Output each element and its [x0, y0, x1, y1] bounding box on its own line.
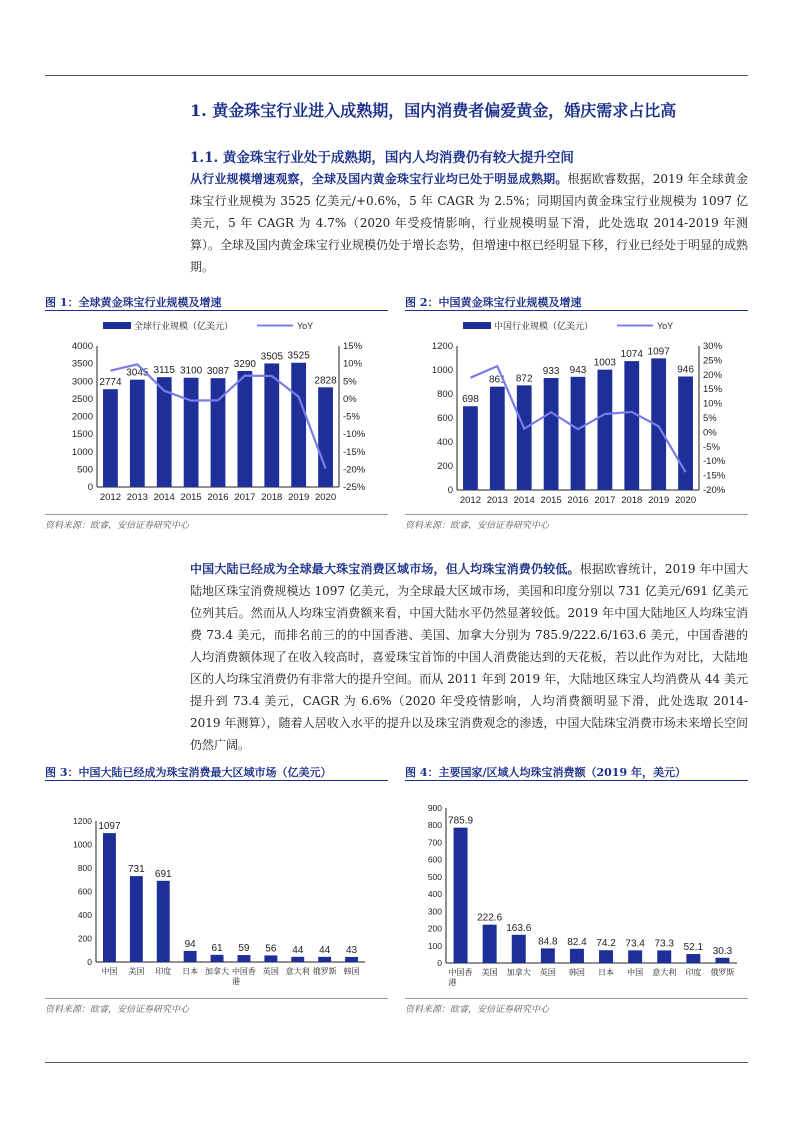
bar-value-label: 2828	[314, 375, 337, 387]
bar-value-label: 872	[515, 373, 533, 385]
bar-value-label: 3045	[126, 367, 149, 379]
y-tick-label: 300	[427, 906, 442, 917]
x-tick-label: 2018	[621, 495, 643, 506]
bar	[211, 955, 224, 962]
section-heading: 1. 黄金珠宝行业进入成熟期，国内消费者偏爱黄金，婚庆需求占比高	[190, 101, 677, 120]
bar-value-label: 933	[542, 366, 560, 378]
bar	[483, 925, 497, 963]
y2-tick-label: -5%	[343, 411, 360, 423]
y-tick-label: 1000	[431, 365, 453, 376]
bar-value-label: 82.4	[567, 936, 587, 948]
x-tick-label: 加拿大	[205, 967, 230, 976]
x-tick-label: 2014	[153, 492, 175, 503]
bar-value-label: 1097	[98, 821, 121, 833]
x-tick-label: 2016	[207, 492, 229, 503]
y-tick-label: 1000	[73, 839, 92, 850]
bar	[544, 378, 559, 490]
bar	[130, 380, 145, 487]
paragraph-2	[190, 558, 748, 756]
y2-tick-label: 0%	[703, 427, 717, 439]
x-tick-label: 2019	[648, 495, 670, 506]
bar-value-label: 3505	[260, 351, 283, 363]
x-tick-label: 2015	[180, 492, 202, 503]
bar-value-label: 3525	[287, 350, 310, 362]
y-tick-label: 2500	[71, 393, 93, 405]
y-tick-label: 3000	[71, 376, 93, 388]
bar	[237, 371, 252, 487]
bar-value-label: 56	[265, 943, 277, 955]
fig3-chart	[45, 784, 388, 996]
x-tick-label: 中国	[101, 967, 118, 976]
bar-value-label: 44	[292, 944, 304, 956]
y-tick-label: 400	[77, 910, 92, 920]
bar	[103, 833, 116, 962]
legend-line-label: YoY	[297, 321, 314, 331]
bar	[512, 935, 526, 963]
fig2-title-rule	[405, 310, 748, 311]
bar	[454, 828, 468, 963]
bar-value-label: 2774	[99, 377, 122, 389]
y2-tick-label: 25%	[703, 355, 723, 367]
bar-value-label: 1074	[620, 349, 643, 361]
paragraph-1-lead: 从行业规模增速观察，全球及国内黄金珠宝行业均已处于明显成熟期。	[190, 172, 568, 186]
bar-value-label: 3087	[206, 366, 230, 378]
bar	[541, 948, 555, 963]
fig1-bottom-rule	[45, 514, 388, 515]
x-tick-label: 意大利	[652, 968, 677, 977]
x-tick-label: 2020	[674, 495, 697, 506]
bar	[490, 387, 505, 490]
x-tick-label: 2014	[513, 495, 535, 506]
bar	[628, 950, 642, 963]
bar	[237, 955, 250, 962]
bar	[715, 958, 729, 963]
y-tick-label: 200	[77, 933, 92, 944]
y-tick-label: 700	[427, 837, 442, 848]
x-tick-label: 2013	[126, 492, 148, 503]
x-tick-label: 日本	[598, 968, 615, 977]
fig3-title: 图 3：中国大陆已经成为珠宝消费最大区域市场（亿美元）	[45, 766, 332, 779]
y2-tick-label: -10%	[703, 456, 726, 468]
y2-tick-label: 20%	[703, 369, 723, 381]
y2-tick-label: -15%	[703, 470, 726, 482]
bar-value-label: 3100	[179, 365, 203, 377]
y-tick-label: 800	[427, 820, 442, 831]
y2-tick-label: -25%	[343, 482, 366, 493]
bar	[264, 955, 277, 962]
legend-bar-label: 全球行业规模（亿美元）	[134, 321, 234, 331]
x-tick-label: 美国	[128, 967, 145, 976]
bar	[686, 954, 700, 963]
bar	[157, 881, 170, 962]
fig3-source: 资料来源：欧睿，安信证券研究中心	[45, 1005, 190, 1015]
y-tick-label: 1200	[73, 816, 92, 826]
bar-value-label: 84.8	[538, 936, 558, 948]
y2-tick-label: 5%	[343, 376, 357, 388]
x-tick-label-wrap: 港	[448, 978, 457, 987]
bar	[318, 957, 331, 962]
x-tick-label: 俄罗斯	[312, 967, 337, 976]
y2-tick-label: 15%	[703, 384, 723, 396]
y-tick-label: 1000	[71, 446, 93, 458]
bar	[103, 389, 118, 487]
bar	[570, 949, 584, 963]
bar-value-label: 73.4	[625, 938, 645, 950]
x-tick-label: 英国	[262, 967, 279, 976]
y2-tick-label: -20%	[343, 464, 366, 476]
x-tick-label: 俄罗斯	[710, 968, 735, 977]
y-tick-label: 500	[77, 464, 93, 476]
fig1-title-rule	[45, 310, 388, 311]
y2-tick-label: -5%	[703, 441, 720, 453]
y2-tick-label: -10%	[343, 429, 366, 441]
y-tick-label: 1500	[71, 429, 93, 441]
y-tick-label: 800	[437, 389, 453, 400]
bar-value-label: 59	[238, 943, 250, 955]
bar	[345, 957, 358, 962]
x-tick-label: 2015	[540, 495, 562, 506]
y-tick-label: 200	[437, 461, 453, 472]
y-tick-label: 100	[427, 940, 442, 951]
paragraph-2-body: 根据欧睿统计，2019 年中国大陆地区珠宝消费规模达 1097 亿美元，为全球最大区域市场，美国和印度分别以 731 亿美元/691 亿美元位列其后。然而从人均珠宝消费额来看，中国大陆水平仍然显著较低。2019 年中国大陆地区人均珠宝消费 73.4 美元，而排名前三的的中国香港、美国、加拿大分别为 785.9/222.6/163.6 美元，中国香港的人均消费额体现了在收入较高时，喜爱珠宝首饰的中国人消费能达到的天花板，若以此作为对比，大陆地区的人均珠宝消费仍有非常大的提升空间。而从 2011 年到 2019 年，大陆地区珠宝人均消费从 44 美元提升到 73.4 美元，CAGR 为 6.6%（2020 年受疫情影响，人均消费额明显下滑，此处选取 2014-2019 年测算），随着人居收入水平的提升以及珠宝消费观念的渗透，中国大陆珠宝消费市场未来增长空间仍然广阔。	[190, 562, 748, 752]
legend-bar-label: 中国行业规模（亿美元）	[494, 321, 594, 331]
paragraph-1	[190, 168, 748, 278]
top-rule	[45, 75, 748, 76]
bar	[599, 950, 613, 963]
fig4-title-rule	[405, 780, 748, 781]
x-tick-label: 美国	[481, 968, 498, 977]
x-tick-label: 2017	[594, 495, 616, 506]
x-tick-label: 中国	[627, 968, 644, 977]
y-tick-label: 0	[437, 958, 442, 968]
fig4-title: 图 4：主要国家/区域人均珠宝消费额（2019 年，美元）	[405, 766, 686, 779]
fig1-title: 图 1：全球黄金珠宝行业规模及增速	[45, 296, 222, 309]
y2-tick-label: 0%	[343, 393, 357, 405]
y2-tick-label: -15%	[343, 446, 366, 458]
y-tick-label: 200	[427, 923, 442, 934]
paragraph-1-body: 根据欧睿数据，2019 年全球黄金珠宝行业规模为 3525 亿美元/+0.6%，5 年 CAGR 为 2.5%；同期国内黄金珠宝行业规模为 1097 亿美元，5 年 CAGR 为 4.7%（2020 年受疫情影响，行业规模明显下滑，此处选取 2014-2019 年测算）。全球及国内黄金珠宝行业规模仍处于增长态势，但增速中枢已经明显下移，行业已经处于明显的成熟期。	[190, 172, 749, 274]
bar	[184, 951, 197, 962]
bar-value-label: 3290	[233, 359, 257, 371]
x-tick-label: 印度	[155, 967, 172, 976]
y-tick-label: 800	[77, 863, 92, 873]
y-tick-label: 500	[427, 871, 442, 882]
bar-value-label: 61	[211, 942, 223, 954]
x-tick-label: 英国	[539, 968, 556, 977]
bar-value-label: 222.6	[477, 912, 503, 924]
fig3-bottom-rule	[45, 998, 388, 999]
y-tick-label: 0	[87, 482, 93, 493]
bar	[657, 950, 671, 963]
y-tick-label: 0	[447, 485, 453, 496]
bar-value-label: 163.6	[506, 922, 532, 934]
y-tick-label: 0	[87, 957, 92, 967]
bar-value-label: 73.3	[654, 938, 674, 950]
y2-tick-label: 30%	[703, 341, 723, 352]
bar	[291, 363, 306, 487]
fig3-title-rule	[45, 780, 388, 781]
bar	[291, 957, 304, 962]
bar-value-label: 52.1	[683, 942, 704, 954]
bar	[264, 363, 279, 487]
y-tick-label: 400	[437, 437, 453, 448]
y2-tick-label: 10%	[703, 398, 723, 410]
y2-tick-label: 15%	[343, 341, 363, 352]
x-tick-label: 2018	[261, 492, 283, 503]
y-tick-label: 600	[437, 413, 453, 424]
bar-value-label: 30.3	[712, 945, 733, 957]
fig1-source: 资料来源：欧睿，安信证券研究中心	[45, 521, 190, 531]
x-tick-label: 2019	[288, 492, 310, 503]
y-tick-label: 4000	[71, 341, 93, 352]
x-tick-label: 印度	[685, 968, 702, 977]
y-tick-label: 2000	[71, 411, 93, 423]
bar-value-label: 1003	[593, 357, 617, 369]
fig4-source: 资料来源：欧睿，安信证券研究中心	[405, 1005, 550, 1015]
bar	[184, 378, 199, 487]
bar-value-label: 946	[677, 364, 694, 376]
bar-value-label: 691	[154, 868, 172, 880]
x-tick-label: 2012	[459, 495, 482, 506]
bar	[624, 361, 639, 490]
bar	[571, 377, 586, 490]
x-tick-label: 意大利	[285, 967, 310, 976]
x-tick-label: 韩国	[343, 967, 360, 976]
bar-value-label: 44	[319, 944, 331, 956]
y-tick-label: 900	[427, 803, 442, 813]
paragraph-2-lead: 中国大陆已经成为全球最大珠宝消费区域市场，但人均珠宝消费仍较低。	[190, 562, 580, 576]
fig4-chart	[405, 784, 748, 996]
bar-value-label: 3115	[153, 365, 175, 377]
y-tick-label: 600	[77, 886, 92, 897]
bar	[318, 387, 333, 487]
fig4-bottom-rule	[405, 998, 748, 999]
fig2-chart	[405, 314, 748, 514]
x-tick-label-wrap: 港	[231, 977, 240, 986]
x-tick-label: 加拿大	[506, 968, 531, 977]
bar-value-label: 1097	[647, 346, 670, 358]
bar	[463, 406, 478, 490]
bottom-rule	[45, 1062, 748, 1063]
y2-tick-label: -20%	[703, 485, 726, 496]
y-tick-label: 600	[427, 854, 442, 865]
x-tick-label: 2017	[234, 492, 256, 503]
x-tick-label: 2020	[314, 492, 337, 503]
bar	[130, 876, 143, 962]
y-tick-label: 3500	[71, 358, 93, 370]
y2-tick-label: 5%	[703, 413, 717, 424]
bar-value-label: 731	[128, 864, 145, 876]
legend-bar-swatch	[463, 322, 491, 329]
bar-value-label: 785.9	[448, 815, 474, 827]
y2-tick-label: 10%	[343, 358, 363, 370]
fig2-source: 资料来源：欧睿，安信证券研究中心	[405, 521, 550, 531]
bar-value-label: 861	[488, 374, 506, 386]
fig1-chart	[45, 314, 388, 514]
y-tick-label: 400	[427, 889, 442, 900]
bar-value-label: 943	[569, 364, 587, 376]
x-tick-label: 2012	[99, 492, 122, 503]
bar	[678, 376, 693, 490]
x-tick-label: 韩国	[568, 968, 585, 977]
x-tick-label: 中国香	[448, 968, 473, 977]
bar	[597, 370, 612, 490]
legend-line-label: YoY	[657, 321, 674, 331]
x-tick-label: 2016	[567, 495, 589, 506]
bar-value-label: 698	[462, 394, 479, 406]
x-tick-label: 2013	[486, 495, 508, 506]
bar-value-label: 43	[345, 944, 358, 956]
x-tick-label: 日本	[182, 967, 199, 976]
y-tick-label: 1200	[431, 341, 453, 352]
bar	[517, 385, 532, 490]
subsection-heading: 1.1. 黄金珠宝行业处于成熟期，国内人均消费仍有较大提升空间	[190, 150, 574, 166]
fig2-title: 图 2：中国黄金珠宝行业规模及增速	[405, 296, 582, 309]
legend-bar-swatch	[103, 322, 131, 329]
bar-value-label: 74.2	[596, 938, 616, 950]
fig2-bottom-rule	[405, 514, 748, 515]
x-tick-label: 中国香	[231, 967, 256, 976]
bar-value-label: 94	[184, 938, 196, 950]
